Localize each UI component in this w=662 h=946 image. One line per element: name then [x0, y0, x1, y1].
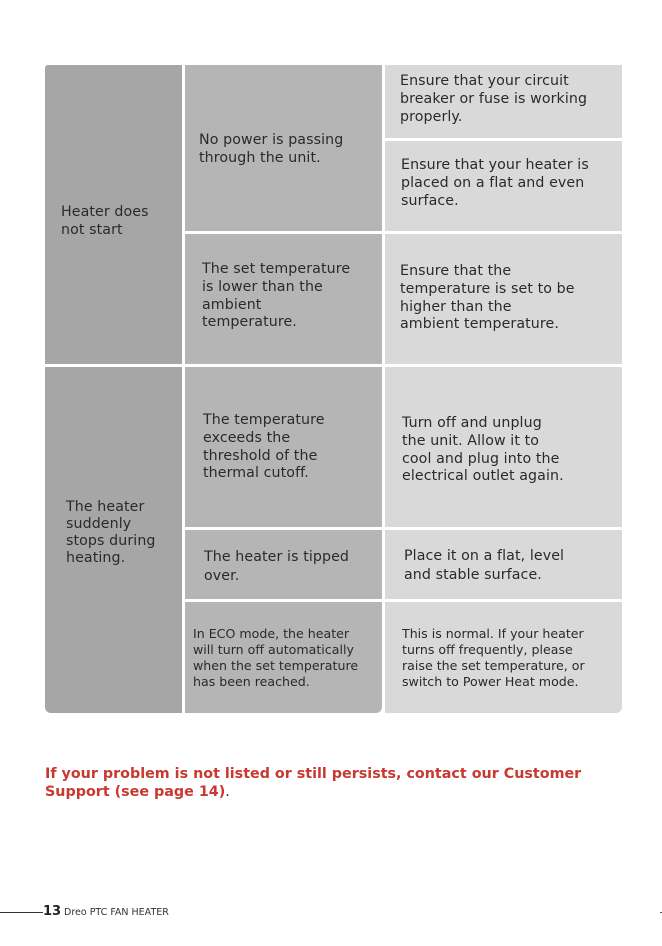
page-number: 13	[43, 904, 62, 919]
solution-text: Ensure that your circuit breaker or fuse is working properly.	[400, 73, 588, 125]
footer-label: Dreo PTC FAN HEATER	[64, 907, 169, 918]
cause-text: In ECO mode, the heater will turn off automatically when the set temperature has been reached.	[193, 626, 359, 689]
solution-text: This is normal. If your heater turns off frequently, please raise the set temperature, or switch to Power Heat mode.	[402, 626, 585, 689]
cause-text: The heater is tipped over.	[204, 549, 350, 584]
solution-text: Place it on a flat, level and stable surface.	[404, 548, 565, 583]
solution-text: Ensure that the temperature is set to be higher than the ambient temperature.	[400, 263, 575, 333]
page-footer	[0, 904, 662, 920]
solution-text: Turn off and unplug the unit. Allow it to cool and plug into the electrical outlet again.	[402, 415, 564, 485]
customer-support-note	[45, 765, 615, 801]
note-end: .	[225, 784, 230, 800]
footer-rule	[0, 912, 43, 913]
cause-text: The set temperature is lower than the ambient temperature.	[202, 261, 351, 331]
problem-text: The heater suddenly stops during heating.	[66, 499, 156, 566]
solution-text: Ensure that your heater is placed on a flat and even surface.	[401, 157, 589, 209]
cause-text: No power is passing through the unit.	[199, 132, 344, 166]
problem-text: Heater does not start	[61, 204, 149, 238]
note-text: If your problem is not listed or still persists, contact our Customer Support (see page 14)	[45, 766, 582, 800]
cause-text: The temperature exceeds the threshold of the thermal cutoff.	[203, 412, 325, 482]
